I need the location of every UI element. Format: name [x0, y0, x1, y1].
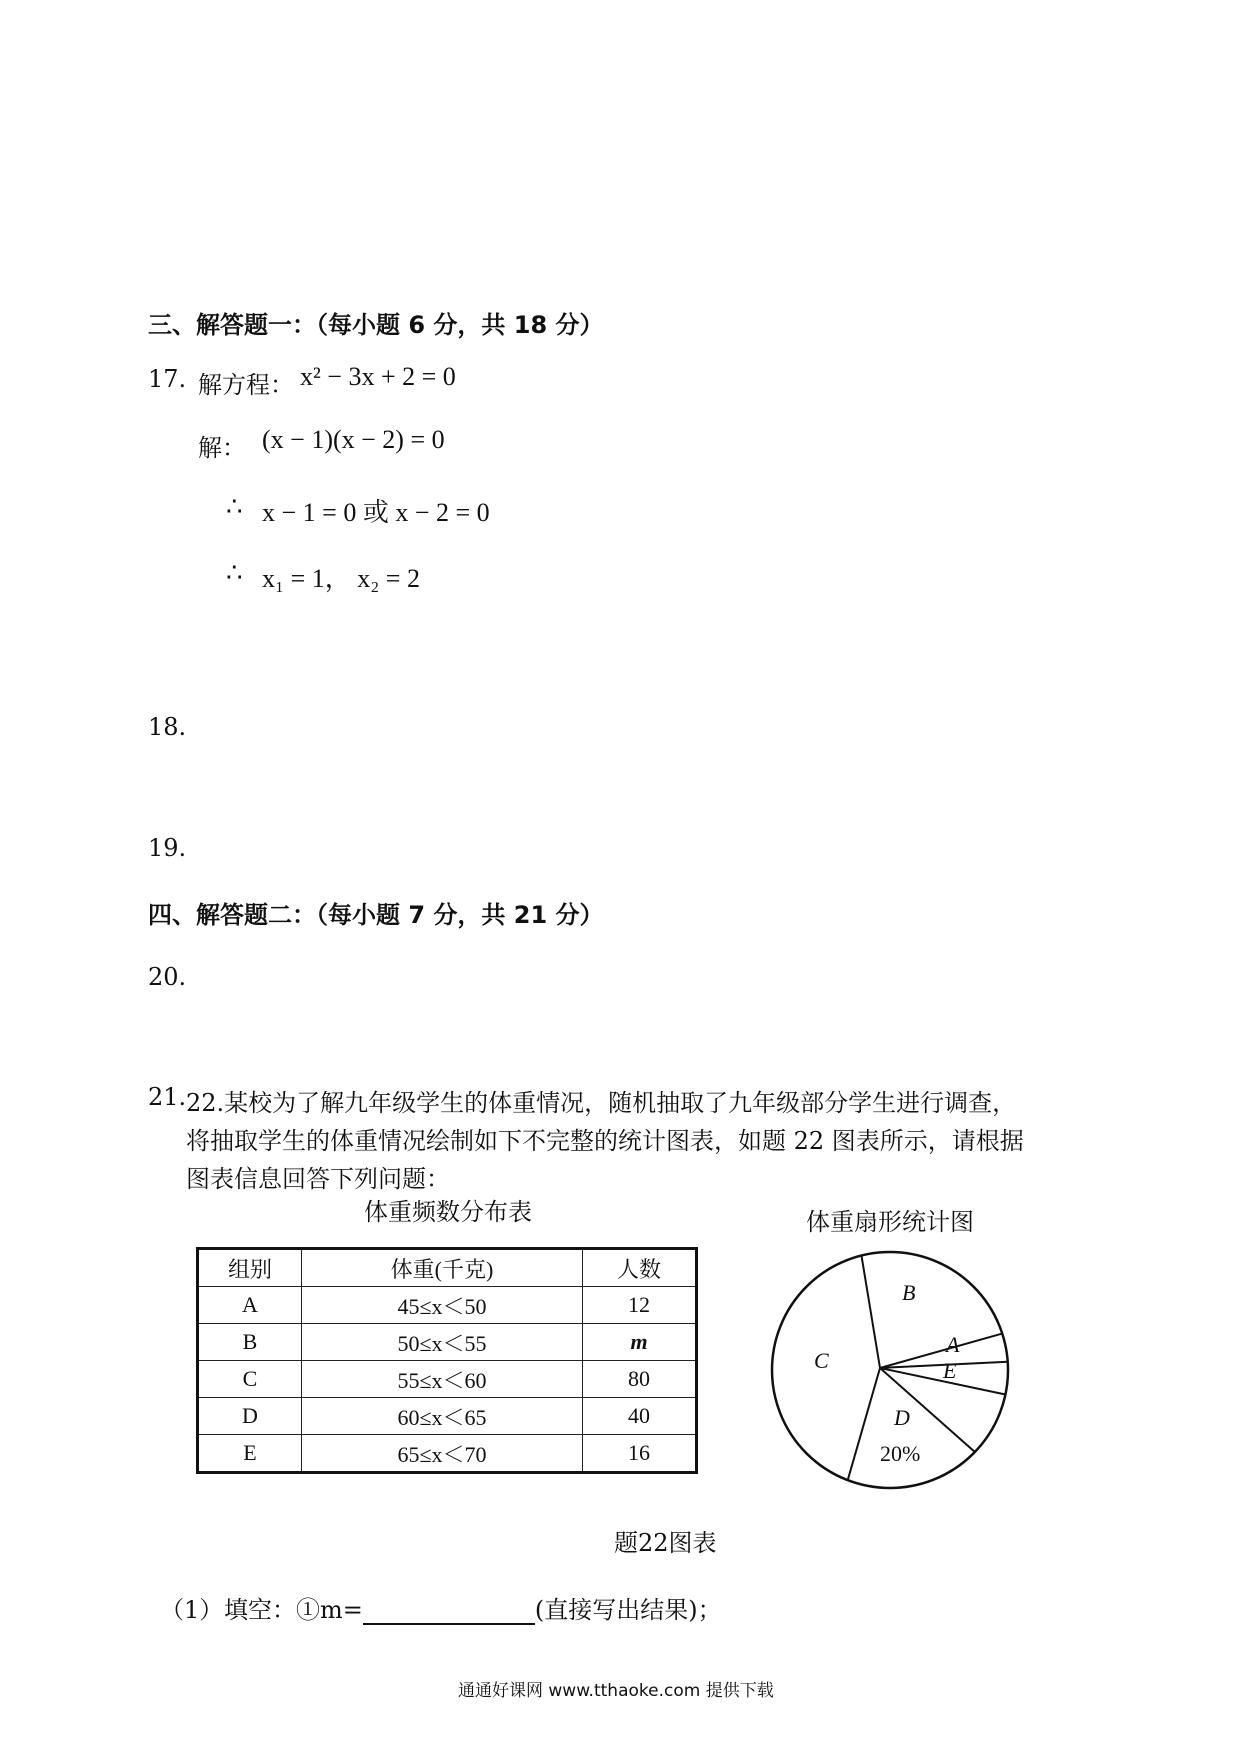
footer-credit: 通通好课网 www.tthaoke.com 提供下载: [458, 1681, 774, 1701]
slice-label-e: E: [943, 1358, 957, 1383]
range-cell: 50≤x＜55: [302, 1324, 583, 1361]
subquestion-text: [224, 1590, 722, 1625]
question-number: 18.: [148, 713, 187, 741]
therefore-symbol: ∴: [226, 558, 243, 587]
question-number: 21.: [148, 1083, 187, 1111]
slice-label-a: A: [946, 1332, 960, 1357]
group-cell: A: [198, 1287, 302, 1324]
column-header: 人数: [583, 1249, 697, 1287]
table-row: [198, 1287, 697, 1324]
table-row: [198, 1324, 697, 1361]
count-cell: 80: [583, 1361, 697, 1398]
table-row: [198, 1398, 697, 1435]
slice-value-d: 20%: [880, 1441, 921, 1466]
section-heading: 四、解答题二：（每小题 7 分，共 21 分）: [148, 901, 604, 929]
count-cell: 12: [583, 1287, 697, 1324]
table-header-row: [198, 1249, 697, 1287]
solution-step-3: x₁ = 1， x₂ = 2: [262, 564, 420, 593]
subquestion-suffix: (直接写出结果)；: [534, 1596, 722, 1624]
question-text-line: 将抽取学生的体重情况绘制如下不完整的统计图表，如题 22 图表所示，请根据: [186, 1127, 1024, 1155]
range-cell: 45≤x＜50: [302, 1287, 583, 1324]
solution-step-2: x − 1 = 0 或 x − 2 = 0: [262, 498, 490, 527]
answer-blank[interactable]: [363, 1597, 535, 1625]
slice-label-c: C: [814, 1348, 829, 1373]
solution-step-1: (x − 1)(x − 2) = 0: [262, 425, 445, 454]
column-header: 组别: [198, 1249, 302, 1287]
chart-title: 体重扇形统计图: [806, 1208, 974, 1236]
question-number: 17.: [148, 365, 187, 393]
range-cell: 60≤x＜65: [302, 1398, 583, 1435]
column-header: 体重(千克): [302, 1249, 583, 1287]
table-title: 体重频数分布表: [364, 1198, 532, 1226]
question-text-line: 图表信息回答下列问题：: [186, 1165, 450, 1193]
therefore-symbol: ∴: [226, 492, 243, 521]
frequency-table: [196, 1247, 698, 1474]
range-cell: 55≤x＜60: [302, 1361, 583, 1398]
question-number: 19.: [148, 834, 187, 862]
subquestion-label: （1）: [160, 1596, 224, 1624]
question-number: 20.: [148, 963, 187, 991]
group-cell: E: [198, 1435, 302, 1473]
slice-label-d: D: [894, 1405, 910, 1430]
group-cell: D: [198, 1398, 302, 1435]
equation: x² − 3x + 2 = 0: [300, 362, 456, 391]
group-cell: B: [198, 1324, 302, 1361]
table-row: [198, 1361, 697, 1398]
range-cell: 65≤x＜70: [302, 1435, 583, 1473]
subquestion-prompt: 填空：①m=: [224, 1596, 363, 1624]
question-text-line: 22.某校为了解九年级学生的体重情况，随机抽取了九年级部分学生进行调查，: [186, 1089, 1017, 1117]
slice-divider: [848, 1368, 880, 1480]
slice-divider: [861, 1256, 880, 1368]
question-prompt: 解方程：: [198, 371, 294, 399]
count-cell: 16: [583, 1435, 697, 1473]
count-cell: m: [583, 1324, 697, 1361]
group-cell: C: [198, 1361, 302, 1398]
section-heading: 三、解答题一：（每小题 6 分，共 18 分）: [148, 311, 604, 339]
pie-chart: [760, 1240, 1020, 1500]
slice-label-b: B: [902, 1280, 916, 1305]
solution-label: 解：: [198, 434, 246, 462]
table-row: [198, 1435, 697, 1473]
count-cell: 40: [583, 1398, 697, 1435]
figure-caption: 题22图表: [614, 1529, 717, 1557]
